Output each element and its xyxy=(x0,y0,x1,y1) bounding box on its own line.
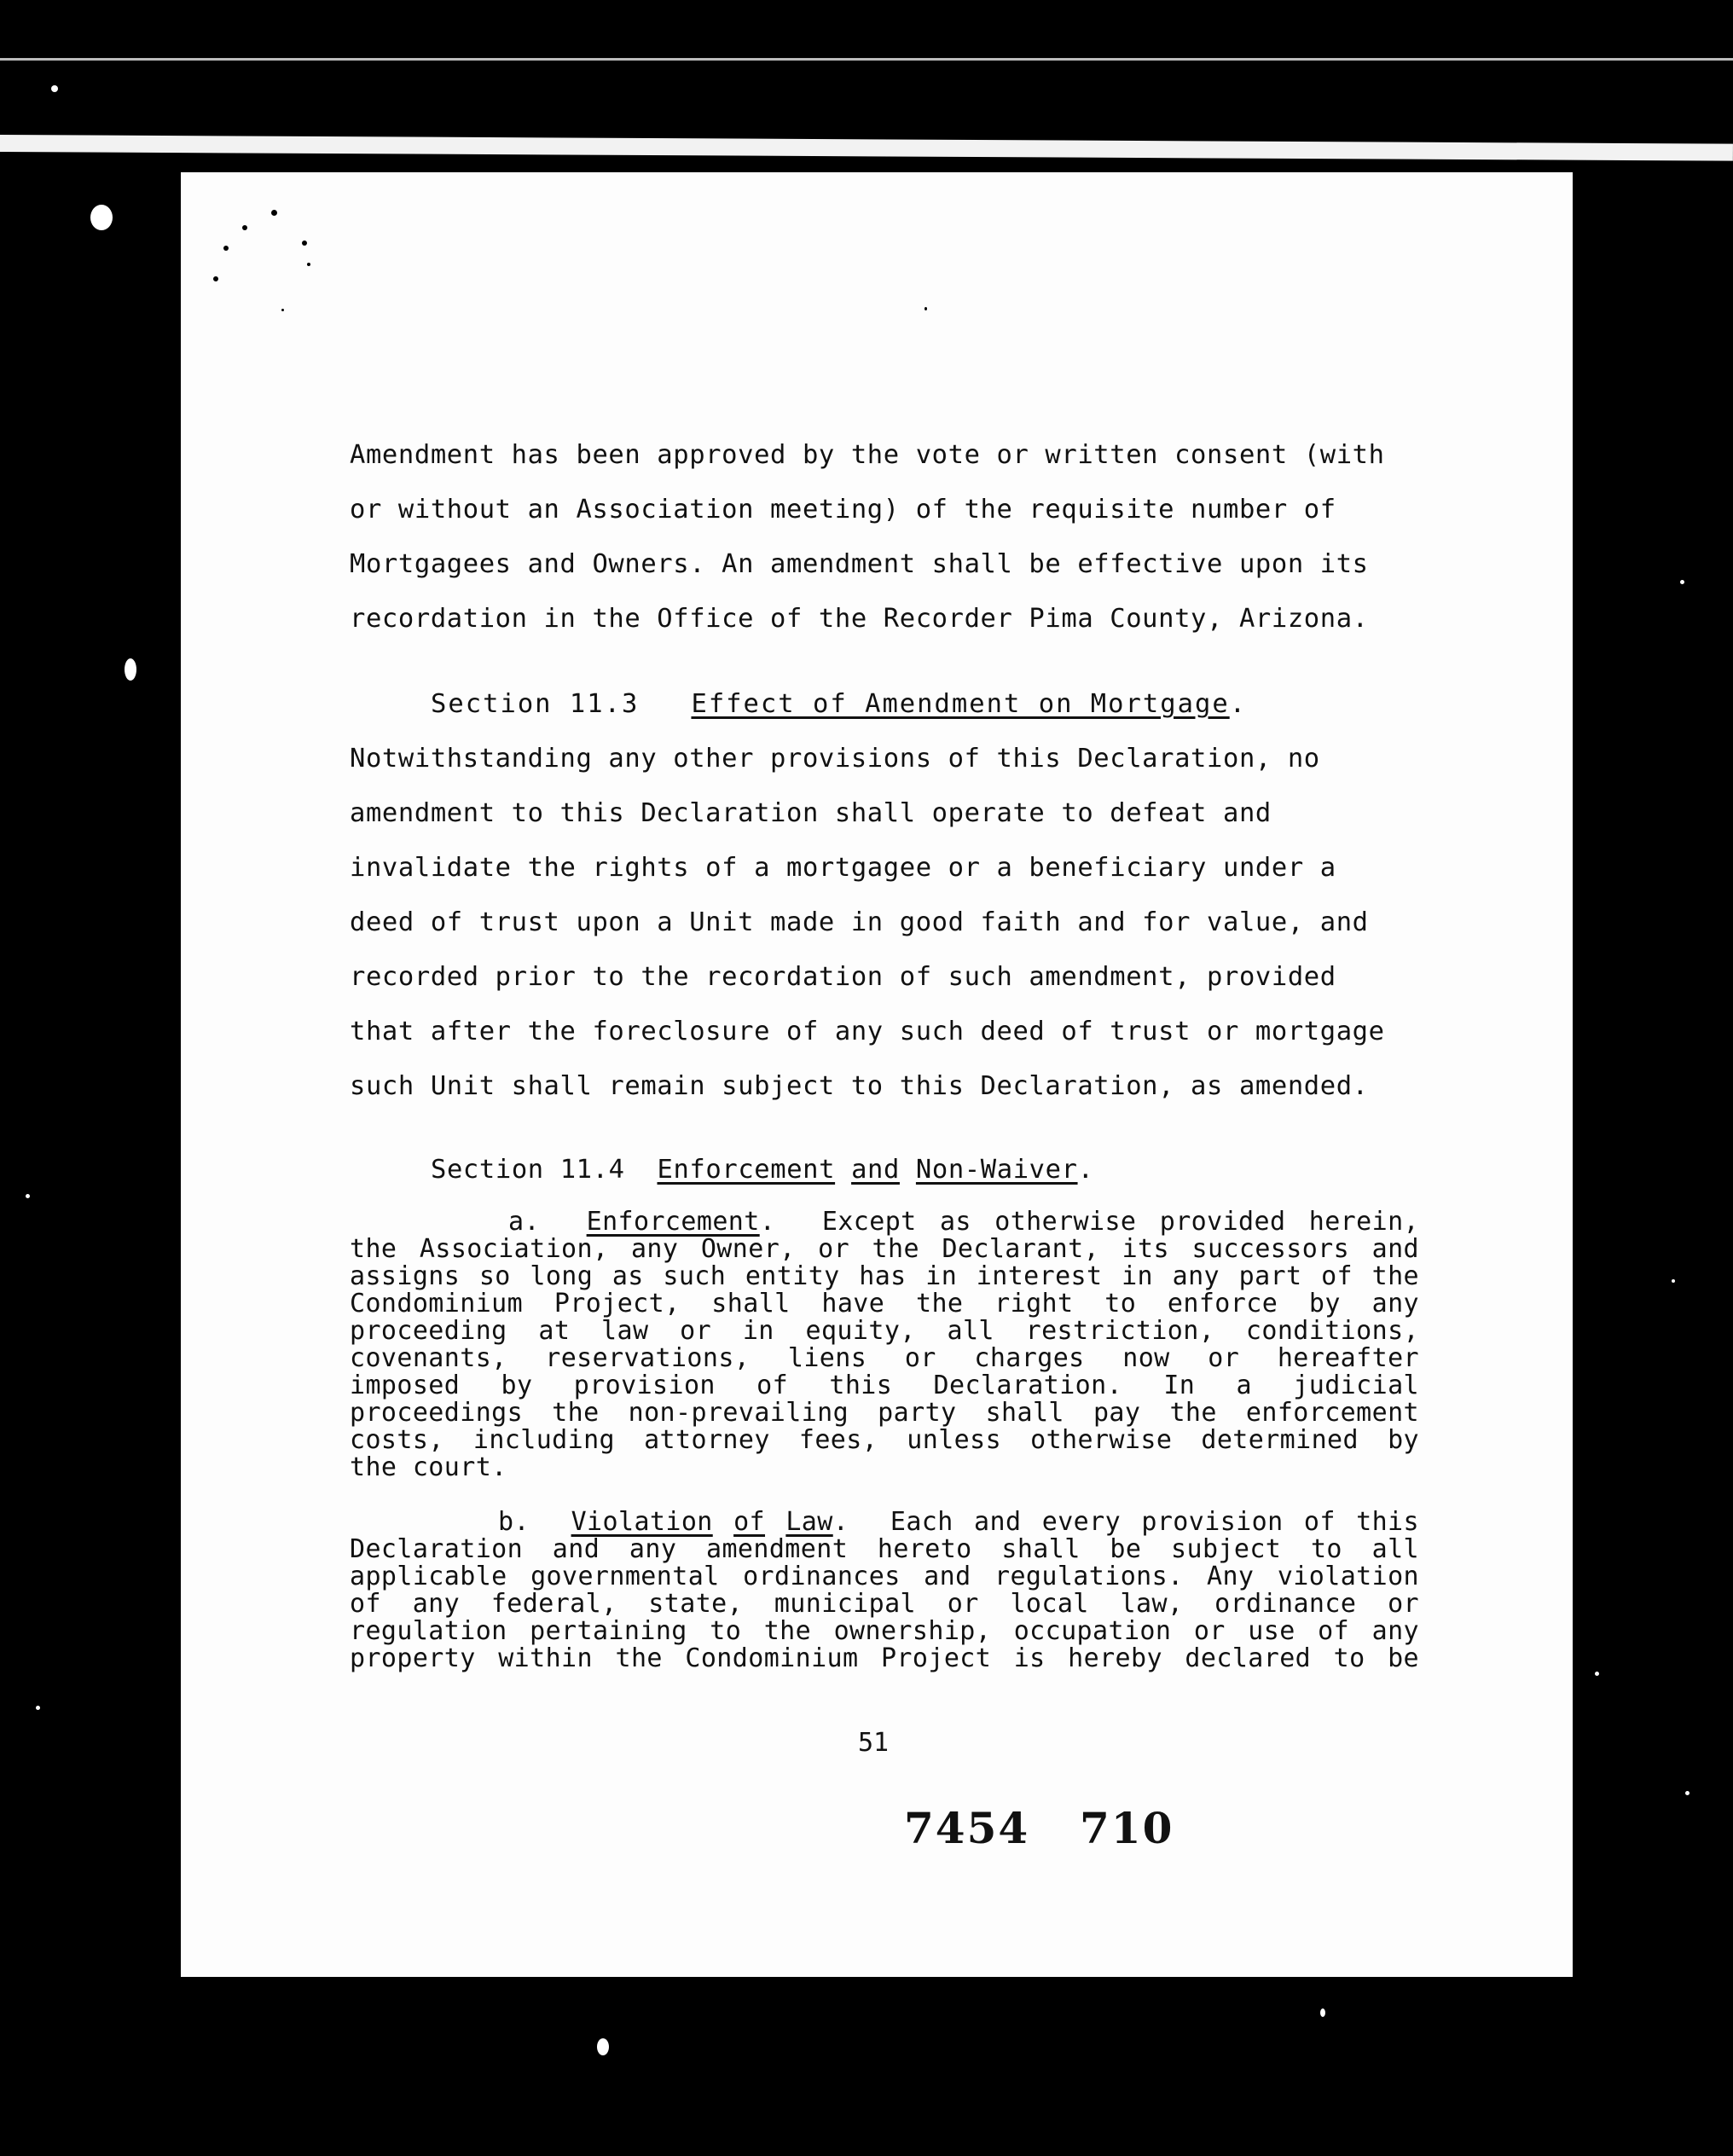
subsection-label: a. xyxy=(508,1208,540,1237)
scan-edge-band xyxy=(0,135,1733,161)
text-line: Each and every provision of this xyxy=(890,1508,1419,1537)
recording-stamp-page: 710 xyxy=(1080,1803,1174,1853)
paper-speck xyxy=(242,225,247,230)
text-line: the Association, any Owner, or the Declarant, its successors and xyxy=(350,1235,1419,1264)
section-number: Section 11.4 xyxy=(431,1155,625,1185)
text-line: Except as otherwise provided herein, xyxy=(821,1208,1419,1237)
paper-speck xyxy=(281,309,284,311)
text-line: that after the foreclosure of any such deed of trust or mortgage xyxy=(350,1017,1385,1046)
section-title: and xyxy=(851,1155,900,1185)
scan-speck xyxy=(36,1706,40,1710)
text-line: deed of trust upon a Unit made in good faith and for value, and xyxy=(350,907,1369,937)
scan-speck xyxy=(1685,1791,1690,1795)
text-line: recorded prior to the recordation of such amendment, provided xyxy=(350,962,1336,992)
scan-speck xyxy=(1320,2008,1325,2017)
scan-edge-line xyxy=(0,58,1733,61)
text-line: Declaration and any amendment hereto shall be subject to all xyxy=(350,1535,1419,1564)
scan-speck xyxy=(125,658,136,681)
text-line: proceedings the non-prevailing party shall pay the enforcement xyxy=(350,1399,1419,1428)
text-line: assigns so long as such entity has in interest in any part of the xyxy=(350,1262,1419,1291)
paper-speck xyxy=(307,263,310,266)
section-number: Section 11.3 xyxy=(431,689,640,719)
text-line: b. Violation of Law. Each and every provision of this xyxy=(498,1508,1419,1537)
paper-speck xyxy=(924,307,927,310)
text-line: Notwithstanding any other provisions of this Declaration, no xyxy=(350,744,1320,774)
recording-stamp-book: 7454 xyxy=(904,1803,1030,1853)
scan-speck xyxy=(1680,580,1684,584)
text-line: proceeding at law or in equity, all restriction, conditions, xyxy=(350,1317,1419,1346)
text-line: property within the Condominium Project is hereby declared to be xyxy=(350,1644,1419,1673)
section-title: Effect of Amendment on Mortgage xyxy=(691,689,1230,719)
subsection-title: of xyxy=(733,1508,766,1537)
section-title: Enforcement xyxy=(657,1155,836,1185)
scan-speck xyxy=(1672,1279,1675,1283)
text-line: amendment to this Declaration shall operate to defeat and xyxy=(350,798,1272,828)
section-heading: Section 11.3 Effect of Amendment on Mortgage. xyxy=(431,689,1248,719)
text-line: of any federal, state, municipal or local law, ordinance or xyxy=(350,1590,1419,1619)
paper-speck xyxy=(223,246,229,251)
text-line: regulation pertaining to the ownership, occupation or use of any xyxy=(350,1617,1419,1646)
subsection-label: b. xyxy=(498,1508,530,1537)
section-heading: Section 11.4 Enforcement and Non-Waiver. xyxy=(431,1155,1094,1185)
paper-speck xyxy=(271,210,277,216)
scan-speck xyxy=(51,85,58,92)
text-line: imposed by provision of this Declaration. In a judicial xyxy=(350,1371,1419,1400)
subsection-title: Law xyxy=(785,1508,833,1537)
text-line: applicable governmental ordinances and regulations. Any violation xyxy=(350,1562,1419,1591)
text-line: covenants, reservations, liens or charges now or hereafter xyxy=(350,1344,1419,1373)
paper-speck xyxy=(213,276,218,281)
scan-speck xyxy=(90,205,113,230)
text-line: a. Enforcement. Except as otherwise provided herein, xyxy=(508,1208,1419,1237)
scan-speck xyxy=(597,2038,609,2055)
text-line: the court. xyxy=(350,1453,507,1482)
page-number: 51 xyxy=(858,1728,890,1758)
section-title: Non-Waiver xyxy=(915,1155,1078,1185)
text-line: Amendment has been approved by the vote or written consent (with xyxy=(350,440,1385,470)
scan-speck xyxy=(1595,1672,1599,1676)
text-line: such Unit shall remain subject to this Declaration, as amended. xyxy=(350,1071,1369,1101)
text-line: costs, including attorney fees, unless otherwise determined by xyxy=(350,1426,1419,1455)
subsection-title: Enforcement xyxy=(586,1208,760,1237)
text-line: or without an Association meeting) of the requisite number of xyxy=(350,495,1336,525)
text-line: Condominium Project, shall have the right to enforce by any xyxy=(350,1290,1419,1319)
scan-speck xyxy=(26,1194,30,1198)
paper-speck xyxy=(302,241,307,246)
text-line: Mortgagees and Owners. An amendment shall be effective upon its xyxy=(350,549,1369,579)
text-line: recordation in the Office of the Recorder Pima County, Arizona. xyxy=(350,604,1369,634)
text-line: invalidate the rights of a mortgagee or a beneficiary under a xyxy=(350,853,1336,883)
subsection-title: Violation xyxy=(571,1508,713,1537)
